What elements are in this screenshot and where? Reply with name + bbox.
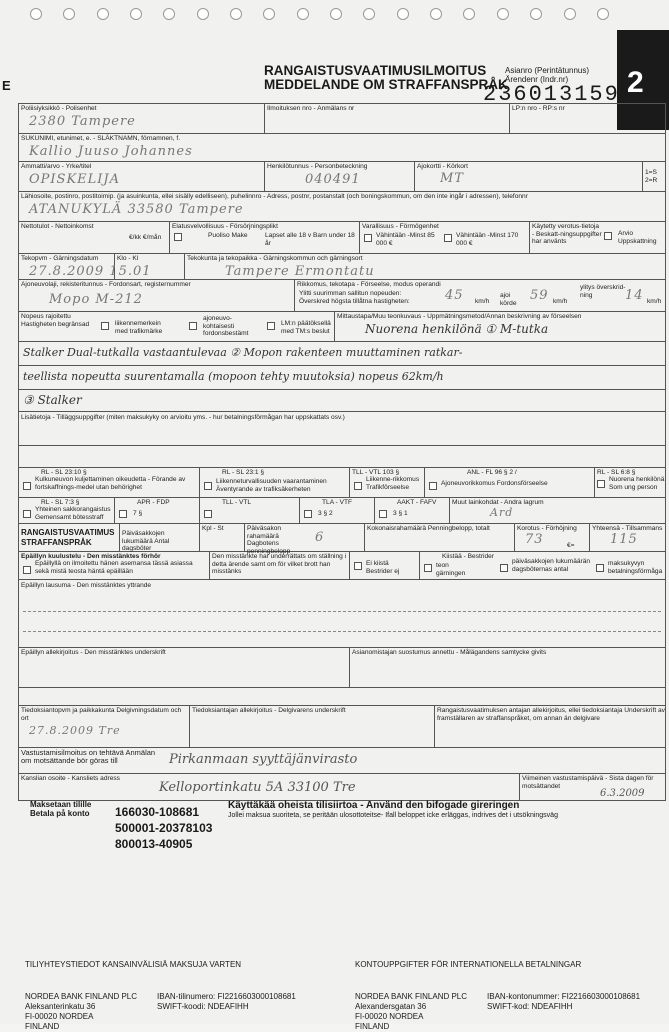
left-iban: IBAN-tilinumero: FI2216603000108681 — [157, 992, 296, 1001]
nopeus-rajoitettu-label: Nopeus rajoitettu Hastigheten begränsad — [21, 313, 90, 328]
kmh-1: km/h — [475, 298, 490, 305]
row-osoite — [19, 192, 665, 222]
left-bank-3: FI-00020 NORDEA — [25, 1012, 94, 1021]
elatus-label: Elatusvelvollisuus - Försörjningsplikt — [172, 223, 278, 230]
kpl-label: Kpl - St — [202, 525, 224, 532]
nopeus-sallittu[interactable]: 45 — [445, 288, 464, 303]
lapset-label: Lapset alle 18 v Barn under 18 år — [265, 232, 355, 247]
row-tulot — [19, 222, 665, 254]
hetu-value[interactable]: 040491 — [305, 172, 361, 187]
row-spacer — [19, 688, 665, 706]
rl-sl-7-3-checkbox[interactable] — [23, 510, 31, 518]
rl-sl-7-3: RL - SL 7:3 § — [41, 499, 80, 506]
rl-sl-6-8-text: Nuorena henkilönä Som ung person — [609, 476, 665, 491]
viimeinen-label: Viimeinen vastustamispäivä - Sista dagen för motsättandet — [522, 775, 654, 790]
yhteensa-label: Yhteensä - Tillsammans — [592, 525, 663, 532]
row-blank — [19, 446, 665, 468]
tla-value: 3 § 2 — [318, 510, 333, 517]
tekopvm-value[interactable]: 27.8.2009 15.01 — [29, 264, 152, 279]
apr-fdp: APR - FDP — [137, 499, 170, 506]
right-bank-1: NORDEA BANK FINLAND PLC — [355, 992, 468, 1001]
paivasakon-value[interactable]: 6 — [315, 530, 325, 545]
vastustamis-label: Vastustamisilmoitus on tehtävä Anmälan om motsättande bör göras till — [21, 748, 156, 765]
row-sukunimi — [19, 134, 665, 162]
epaillyn-checkbox[interactable] — [23, 566, 31, 574]
form-title-sv: MEDDELANDE OM STRAFFANSPRÅK — [264, 77, 508, 92]
kokonais-label: Kokonaisrahamäärä Penningbelopp, totalt — [367, 525, 490, 532]
form-number: 236013159 — [483, 82, 620, 107]
ajokortti-label: Ajokortti - Körkort — [417, 163, 468, 170]
vahintaan85-label: Vähintään -Minst 85 000 € — [376, 232, 435, 247]
hetu-label: Henkilötunnus - Personbeteckning — [267, 163, 368, 170]
anl-96-text: Ajoneuvorikkomus Fordonsförseelse — [441, 480, 548, 487]
rl-sl-23-10-checkbox[interactable] — [23, 482, 31, 490]
ylitti-label: Ylitti suurimman sallitun nopeuden: Överskred högsta tillåtna hastigheten: — [299, 290, 410, 305]
sukunimi-value[interactable]: Kallio Juuso Johannes — [29, 144, 193, 159]
left-bank-1: NORDEA BANK FINLAND PLC — [25, 992, 138, 1001]
aakt-fafv: AAKT - FAFV — [397, 499, 437, 506]
right-swift: SWIFT-kod: NDEAFIHH — [487, 1002, 573, 1011]
rl-sl-23-1-text: Liikenneturvallisuuden vaarantaminen Äventyrande av trafiksäkerheten — [216, 478, 327, 493]
paivasakon-label: Päiväsakon rahamäärä Dagbotens penningbelopp — [247, 525, 291, 555]
korotus-label: Korotus - Förhöjning — [517, 525, 577, 532]
rl-sl-6-8-checkbox[interactable] — [597, 480, 605, 488]
payment-label: Maksetaan tilille Betala på konto — [30, 800, 92, 818]
viimeinen-value[interactable]: 6.3.2009 — [600, 788, 645, 799]
sex-label: 1=S 2=R — [645, 169, 658, 184]
tekokunta-label: Tekokunta ja tekopaikka - Gärningskommun och gärningsort — [187, 255, 363, 262]
maksukyvyn-label: maksukyvyn betalningsförmåga — [608, 560, 663, 575]
apr-value: 7 § — [133, 510, 143, 517]
teon-checkbox[interactable] — [424, 564, 432, 572]
row-lisatietoja — [19, 412, 665, 446]
anl-96: ANL - FL 96 § 2 / — [467, 469, 517, 476]
left-bank-2: Aleksanterinkatu 36 — [25, 1002, 96, 1011]
misstankte-text: Den misstänkte har underrättats om ställning i detta ärende samt om för vilket brott han misstänks — [212, 553, 347, 575]
kiistaa-label: Kiistää - Bestrider — [442, 553, 495, 560]
row-tiedoksianto — [19, 706, 665, 748]
row-lausuma — [19, 580, 665, 648]
row-ammatti — [19, 162, 665, 192]
account-1[interactable]: 166030-108681 — [115, 805, 200, 819]
apr-checkbox[interactable] — [119, 510, 127, 518]
right-bank-4: FINLAND — [355, 1022, 390, 1031]
verotus-label: Käytetty verotus-tietoja - Beskatt-ningsuppgifter har använts — [532, 223, 602, 245]
arvio-checkbox[interactable] — [604, 232, 612, 240]
footer-left — [25, 960, 296, 1032]
euro-kk: €/kk €/mån — [129, 234, 162, 241]
klo-label: Klo - Kl — [117, 255, 139, 262]
nettotulot-label: Nettotulot - Nettoinkomst — [21, 223, 94, 230]
tll-vtl-checkbox[interactable] — [204, 510, 212, 518]
page-number: 2 — [627, 66, 644, 99]
nopeus-ajoi[interactable]: 59 — [530, 288, 549, 303]
right-bank-2: Alexandersgatan 36 — [355, 1002, 427, 1011]
left-bank-4: FINLAND — [25, 1022, 60, 1031]
osoite-label: Lähiosoite, postinro, postitoimip. (ja asuinkunta, ellei sisälly edelliseen), puhelinnro - Adress, postnr, postanstalt (och boningskommun, om den inte ingår i adressen), telefonnr — [21, 193, 528, 200]
right-iban: IBAN-kontonummer: FI2216603000108681 — [487, 992, 641, 1001]
tiedoksianto-label: Tiedoksiantopvm ja paikkakunta Delgivningsdatum och ort — [21, 707, 182, 722]
footer-left-heading: TILIYHTEYSTIEDOT KANSAINVÄLISIÄ MAKSUJA VARTEN — [25, 960, 242, 969]
tekokunta-value[interactable]: Tampere Ermontatu — [225, 264, 375, 279]
row-allekirjoitus — [19, 648, 665, 688]
rikkomus-label: Rikkomus, tekotapa - Förseelse, modus operandi — [297, 281, 441, 288]
liikennemerkein-label: liikennemerkein med trafikmärke — [115, 320, 163, 335]
vastustamis-value[interactable]: Pirkanmaan syyttäjänvirasto — [169, 752, 358, 767]
footer-right-heading: KONTOUPPGIFTER FÖR INTERNATIONELLA BETALNINGAR — [355, 960, 582, 969]
ei-kiista-checkbox[interactable] — [354, 562, 362, 570]
anl-96-checkbox[interactable] — [429, 482, 437, 490]
paivasakkojen-checkbox[interactable] — [500, 564, 508, 572]
korotus-value[interactable]: 73 — [525, 532, 544, 547]
maksukyvyn-checkbox[interactable] — [596, 564, 604, 572]
desc-row-3 — [19, 366, 665, 390]
epaillyn-text: Epäillyllä on ilmoitettu hänen asemansa tässä asiassa sekä mistä teosta häntä epäillään — [35, 560, 193, 575]
arvio-label: Arvio Uppskattning — [618, 230, 657, 245]
asianro-label: Asianro (Perintätunnus) Ärendenr (Indr.nr) — [505, 66, 590, 84]
row-ajoneuvo — [19, 280, 665, 312]
muut-value[interactable]: Ard — [490, 506, 514, 519]
row-nopeus-rajoitettu — [19, 312, 665, 342]
penalty-title: RANGAISTUSVAATIMUS STRAFFANSPRÅK — [21, 528, 115, 547]
ajoneuvokohtaisesti-checkbox[interactable] — [189, 322, 197, 330]
ilmoitus-label: Ilmoituksen nro - Anmälans nr — [267, 105, 355, 112]
ammatti-label: Ammatti/arvo - Yrke/titel — [21, 163, 92, 170]
mittaustapa-label: Mittaustapa/Muu teonkuvaus - Uppmätningsmetod/Annan beskrivning av förseelsen — [337, 313, 582, 320]
liikennemerkein-checkbox[interactable] — [101, 322, 109, 330]
kanslia-value[interactable]: Kelloportinkatu 5A 33100 Tre — [159, 780, 356, 795]
tll-103: TLL - VTL 103 § — [352, 469, 400, 476]
desc-line1[interactable]: Nuorena henkilönä ① M-tutka — [365, 322, 549, 336]
tll-103-text: Liikenne-rikkomus Trafikförseelse — [366, 476, 420, 491]
nopeus-ylitys[interactable]: 14 — [625, 288, 644, 303]
tll-vtl: TLL - VTL — [222, 499, 252, 506]
puoliso-checkbox[interactable] — [174, 233, 182, 241]
row-tekopvm — [19, 254, 665, 280]
puoliso-label: Puoliso Make — [208, 232, 248, 239]
perforation-holes — [30, 8, 609, 24]
right-bank-3: FI-00020 NORDEA — [355, 1012, 424, 1021]
ei-kiista-label: Ei kiistä Bestrider ej — [366, 560, 400, 575]
desc-line2[interactable]: Stalker Dual-tutkalla vastaantulevaa ② Mopon rakenteen muuttaminen ratkar- — [23, 346, 463, 359]
poliisi-label: Poliisiyksikkö - Polisenhet — [21, 105, 97, 112]
antaja-label: Rangaistusvaatimuksen antajan allekirjoitus, ellei tiedoksiantaja Underskrift av framställaren av straffanspråket, om annan än delgivare — [437, 707, 665, 722]
rl-sl-6-8: RL - SL 6:8 § — [597, 469, 636, 476]
paivasakkojen-label: päiväsakkojen lukumäärän dagsböternas antal — [512, 558, 591, 573]
payment-note: Jollei maksua suoriteta, se peritään ulosottoteitse- Ifall beloppet icke erläggas, indrives det i utsökningsväg — [228, 812, 558, 819]
desc-row-2 — [19, 342, 665, 366]
muut-label: Muut lainkohdat - Andra lagrum — [452, 499, 544, 506]
account-2[interactable]: 500001-20378103 — [115, 821, 213, 835]
desc-row-4 — [19, 390, 665, 412]
yhteensa-value[interactable]: 115 — [610, 532, 638, 547]
rl-sl-23-10: RL - SL 23:10 § — [41, 469, 87, 476]
rl-sl-23-1: RL - SL 23:1 § — [222, 469, 265, 476]
lm-paatos-label: LM:n päätöksellä med TM:s beslut — [281, 320, 331, 335]
row-codes-2 — [19, 498, 665, 524]
tla-checkbox[interactable] — [304, 510, 312, 518]
tll-103-checkbox[interactable] — [354, 482, 362, 490]
kanslia-label: Kanslian osoite - Kansliets adress — [21, 775, 120, 782]
desc-line3[interactable]: teellista nopeutta suurentamalla (mopoon tehty muutoksia) nopeus 62km/h — [23, 370, 444, 383]
ammatti-value[interactable]: OPISKELIJA — [29, 172, 121, 187]
allekirjoitus-label: Epäillyn allekirjoitus - Den misstänktes underskrift — [21, 649, 166, 656]
teon-label: teon gärningen — [436, 562, 466, 577]
lp-label: LP:n nro - RP:s nr — [512, 105, 565, 112]
asianomistaja-label: Asianomistajan suostumus annettu - Målägandens samtycke givits — [352, 649, 547, 656]
ajoneuvo-value[interactable]: Mopo M-212 — [49, 292, 143, 307]
delgivare-label: Tiedoksiantajan allekirjoitus - Delgivarens underskrift — [192, 707, 346, 714]
rl-sl-23-1-checkbox[interactable] — [204, 482, 212, 490]
osoite-value[interactable]: ATANUKYLÄ 33580 Tampere — [29, 202, 244, 217]
epaillyn-label: Epäillyn kuulustelu - Den misstänktes förhör — [21, 553, 161, 560]
row-penalty — [19, 524, 665, 555]
lausuma-label: Epäillyn lausuma - Den misstänktes yttrande — [21, 582, 152, 589]
payment-instruction: Käyttäkää oheista tilisiirtoa - Använd den bifogade gireringen — [228, 800, 520, 811]
form-title-fi: RANGAISTUSVAATIMUSILMOITUS — [264, 63, 487, 78]
sukunimi-label: SUKUNIMI, etunimet, e. - SLÄKTNAMN, förnamnen, f. — [21, 135, 181, 142]
account-3[interactable]: 800013-40905 — [115, 837, 193, 851]
left-swift: SWIFT-koodi: NDEAFIHH — [157, 1002, 249, 1011]
form-title — [264, 64, 508, 92]
row-kanslia — [19, 774, 665, 800]
side-letter: E — [2, 78, 11, 93]
row-vastustamis — [19, 748, 665, 774]
rl-sl-23-10-text: Kulkuneuvon kuljettaminen oikeudetta - Förande av fortskaffnings-medel utan behörighet — [35, 476, 186, 491]
poliisi-value[interactable]: 2380 Tampere — [29, 114, 136, 129]
kmh-2: km/h — [553, 298, 568, 305]
tla-vtf: TLA - VTF — [322, 499, 353, 506]
euro-sign: €= — [567, 542, 575, 549]
row-poliisi — [19, 104, 665, 134]
aakt-checkbox[interactable] — [379, 510, 387, 518]
ajoneuvokohtaisesti-label: ajoneuvo-kohtaisesti fordonsbestämt — [203, 315, 249, 337]
aakt-value: 3 § 1 — [393, 510, 408, 517]
vahintaan170-checkbox[interactable] — [444, 234, 452, 242]
ajoneuvo-label: Ajoneuvolaji, rekisteritunnus - Fordonsart, registernummer — [21, 281, 191, 288]
paivasakot-label: Päiväsakkojen lukumäärä Antal dagsböter — [122, 530, 170, 552]
vahintaan85-checkbox[interactable] — [364, 234, 372, 242]
lisatietoja-label: Lisätietoja - Tilläggsuppgifter (miten maksukyky on arvioitu yms. - hur betalningsförmågan har uppskattats osv.) — [21, 414, 345, 421]
tekopvm-label: Tekopvm - Gärningsdatum — [21, 255, 99, 262]
lm-paatos-checkbox[interactable] — [267, 322, 275, 330]
rl-sl-7-3-text: Yhteinen sakkorangaistus Gemensamt bötesstraff — [35, 506, 111, 521]
row-suspect — [19, 552, 665, 580]
tiedoksianto-value[interactable]: 27.8.2009 Tre — [29, 724, 121, 737]
ajoi-label: ajoi körde — [500, 292, 517, 307]
desc-line4[interactable]: ③ Stalker — [23, 393, 82, 407]
footer-right — [355, 960, 640, 1032]
account-list — [115, 804, 212, 852]
varallisuus-label: Varallisuus - Förmögenhet — [362, 223, 439, 230]
ajokortti-value[interactable]: MT — [440, 171, 464, 186]
vahintaan170-label: Vähintään -Minst 170 000 € — [456, 232, 519, 247]
row-codes-1 — [19, 468, 665, 498]
ylitys-label: ylitys överskrid-ning — [580, 284, 626, 299]
kmh-3: km/h — [647, 298, 662, 305]
form-grid — [18, 103, 666, 801]
